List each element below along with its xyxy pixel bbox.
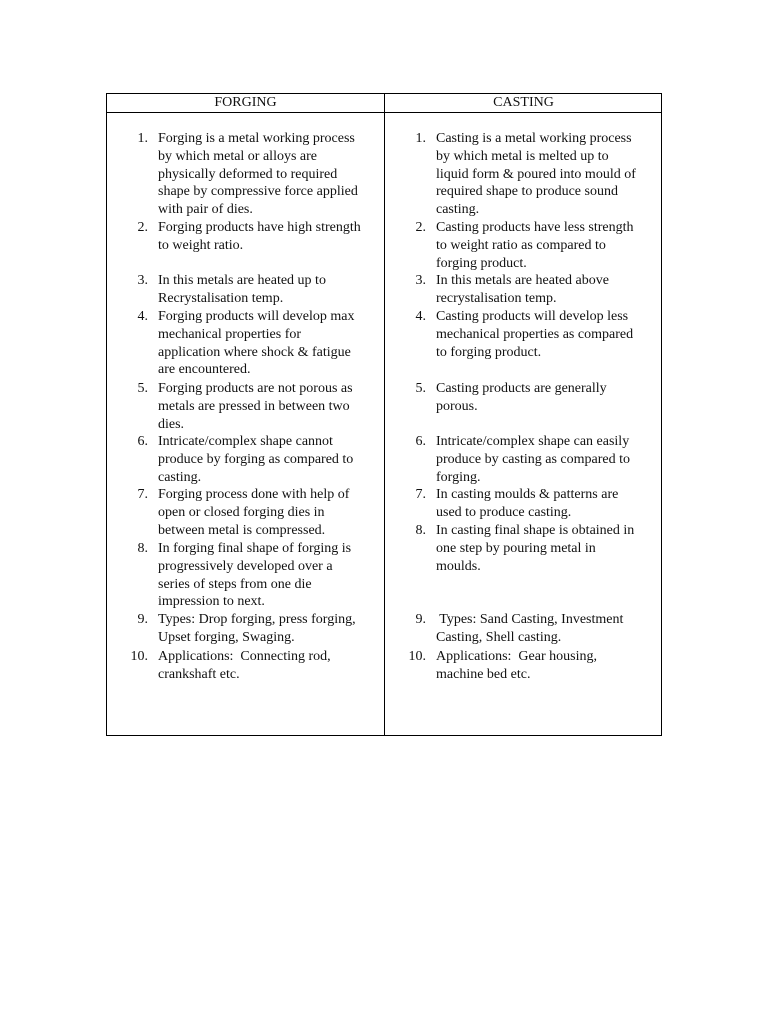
list-number: 1. xyxy=(415,131,426,146)
list-number: 9. xyxy=(415,612,426,627)
list-number: 3. xyxy=(137,273,148,288)
list-line: metals are pressed in between two xyxy=(158,398,350,414)
list-line: to weight ratio. xyxy=(158,237,244,253)
list-number: 7. xyxy=(137,487,148,502)
list-line: are encountered. xyxy=(158,362,251,378)
list-line: shape by compressive force applied xyxy=(158,184,358,200)
forging-item-2 xyxy=(106,219,384,255)
casting-item-4 xyxy=(384,308,662,361)
casting-item-7 xyxy=(384,486,662,522)
list-line: crankshaft etc. xyxy=(158,666,240,682)
list-line: series of steps from one die xyxy=(158,576,312,592)
list-number: 1. xyxy=(137,131,148,146)
forging-item-6 xyxy=(106,433,384,486)
list-line: Forging is a metal working process xyxy=(158,131,355,146)
list-line: produce by forging as compared to xyxy=(158,451,354,467)
list-line: recrystalisation temp. xyxy=(436,290,557,306)
list-line: Casting products will develop less xyxy=(436,309,629,324)
header-casting: CASTING xyxy=(493,95,554,110)
list-line: impression to next. xyxy=(158,594,265,610)
casting-item-2 xyxy=(384,219,662,272)
list-number: 5. xyxy=(415,381,426,396)
list-number: 5. xyxy=(137,381,148,396)
list-line: produce by casting as compared to xyxy=(436,451,630,467)
list-line: Forging products have high strength xyxy=(158,220,361,235)
list-line: Forging products will develop max xyxy=(158,309,355,324)
list-line: Forging products are not porous as xyxy=(158,381,353,396)
list-line: porous. xyxy=(436,398,478,414)
list-number: 10. xyxy=(408,649,426,664)
list-number: 3. xyxy=(415,273,426,288)
list-number: 10. xyxy=(130,649,148,664)
list-line: forging. xyxy=(436,469,481,485)
list-line: physically deformed to required xyxy=(158,166,338,182)
list-line: one step by pouring metal in xyxy=(436,540,596,556)
list-line: In this metals are heated up to xyxy=(158,273,326,288)
forging-item-5 xyxy=(106,380,384,433)
casting-item-5 xyxy=(384,380,662,416)
list-number: 2. xyxy=(415,220,426,235)
list-number: 8. xyxy=(137,541,148,556)
list-number: 8. xyxy=(415,523,426,538)
casting-item-6 xyxy=(384,433,662,486)
list-line: used to produce casting. xyxy=(436,504,572,520)
list-line: mechanical properties as compared xyxy=(436,326,634,342)
forging-item-9 xyxy=(106,611,384,647)
list-line: Applications: Connecting rod, xyxy=(158,649,331,664)
list-number: 4. xyxy=(415,309,426,324)
list-line: Types: Drop forging, press forging, xyxy=(158,612,356,627)
list-line: In casting final shape is obtained in xyxy=(436,523,635,538)
list-line: between metal is compressed. xyxy=(158,522,326,538)
list-line: Casting products are generally xyxy=(436,381,607,396)
list-line: casting. xyxy=(158,469,202,485)
list-number: 9. xyxy=(137,612,148,627)
list-line: Intricate/complex shape can easily xyxy=(436,434,630,449)
list-line: Casting is a metal working process xyxy=(436,131,632,146)
forging-item-10 xyxy=(106,648,384,684)
list-line: application where shock & fatigue xyxy=(158,344,351,360)
list-line: Forging process done with help of xyxy=(158,487,350,502)
casting-item-1 xyxy=(384,130,662,219)
list-line: open or closed forging dies in xyxy=(158,504,325,520)
list-line: dies. xyxy=(158,416,185,432)
list-line: by which metal or alloys are xyxy=(158,148,318,164)
list-number: 6. xyxy=(415,434,426,449)
header-forging: FORGING xyxy=(214,95,277,110)
list-line: Upset forging, Swaging. xyxy=(158,629,295,645)
casting-item-3 xyxy=(384,272,662,308)
list-number: 2. xyxy=(137,220,148,235)
list-line: Recrystalisation temp. xyxy=(158,290,284,306)
list-line: mechanical properties for xyxy=(158,326,302,342)
list-line: moulds. xyxy=(436,558,481,574)
list-line: machine bed etc. xyxy=(436,666,531,682)
list-line: forging product. xyxy=(436,255,527,271)
list-line: liquid form & poured into mould of xyxy=(436,166,636,182)
list-line: Casting products have less strength xyxy=(436,220,634,235)
forging-item-1 xyxy=(106,130,384,219)
list-number: 7. xyxy=(415,487,426,502)
list-line: Applications: Gear housing, xyxy=(436,649,597,664)
list-line: Casting, Shell casting. xyxy=(436,629,562,645)
casting-item-10 xyxy=(384,648,662,684)
list-line: to weight ratio as compared to xyxy=(436,237,606,253)
list-line: Types: Sand Casting, Investment xyxy=(436,612,624,627)
list-line: In forging final shape of forging is xyxy=(158,541,352,556)
list-line: In this metals are heated above xyxy=(436,273,609,288)
list-line: with pair of dies. xyxy=(158,202,253,218)
list-line: by which metal is melted up to xyxy=(436,148,609,164)
list-line: to forging product. xyxy=(436,344,542,360)
list-line: In casting moulds & patterns are xyxy=(436,487,619,502)
list-line: progressively developed over a xyxy=(158,558,333,574)
list-number: 4. xyxy=(137,309,148,324)
list-line: required shape to produce sound xyxy=(436,184,618,200)
forging-item-8 xyxy=(106,540,384,611)
list-line: Intricate/complex shape cannot xyxy=(158,434,333,449)
casting-item-9 xyxy=(384,611,662,647)
list-line: casting. xyxy=(436,202,480,218)
forging-item-4 xyxy=(106,308,384,379)
list-number: 6. xyxy=(137,434,148,449)
forging-item-7 xyxy=(106,486,384,539)
forging-item-3 xyxy=(106,272,384,308)
casting-item-8 xyxy=(384,522,662,575)
